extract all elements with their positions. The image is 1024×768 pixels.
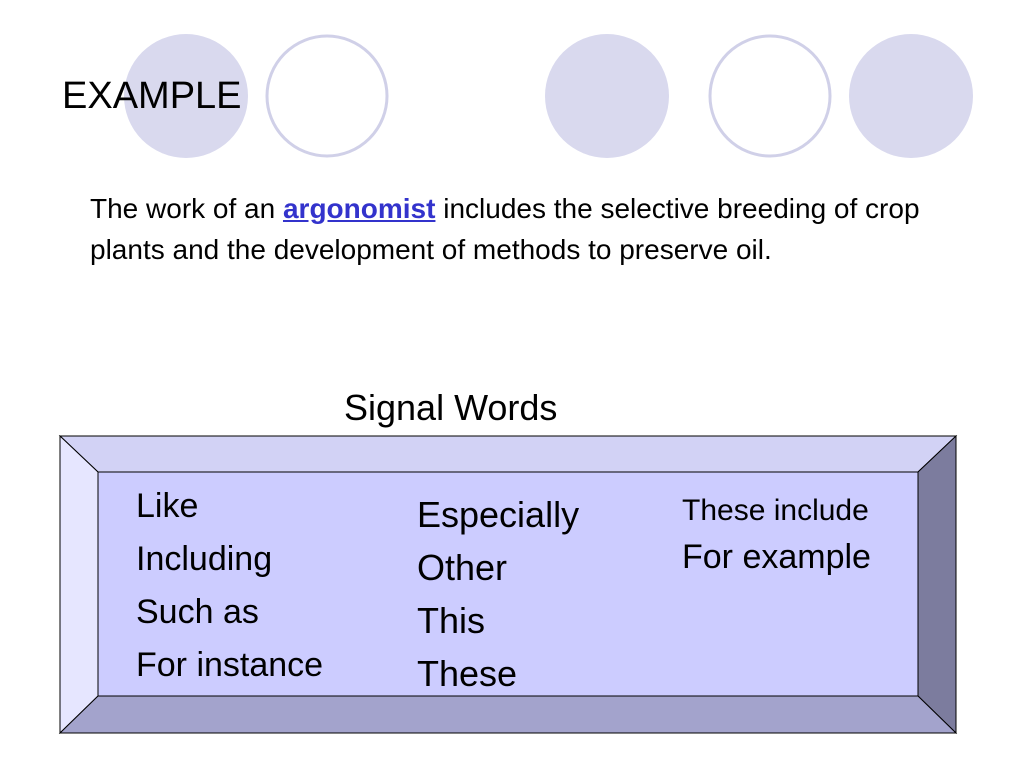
signal-word: These	[417, 653, 518, 694]
frame-left-bevel	[60, 436, 98, 733]
slide-title: EXAMPLE	[62, 75, 242, 117]
paragraph-text-after: includes the selective breeding of crop plants and the development of methods to preserve oil.	[90, 193, 920, 265]
signal-word: For instance	[136, 646, 324, 684]
signal-words-column-1	[136, 480, 323, 692]
signal-word: Especially	[417, 494, 580, 535]
highlighted-term: argonomist	[282, 193, 436, 224]
signal-word: Like	[136, 487, 199, 525]
frame-top-bevel	[60, 436, 956, 472]
signal-word: Such as	[136, 593, 259, 631]
signal-word: This	[417, 600, 486, 641]
signal-words-column-2	[417, 488, 579, 700]
signal-word: Including	[136, 540, 273, 578]
frame-right-bevel	[918, 436, 956, 733]
signal-word: These include	[682, 494, 869, 527]
signal-words-heading: Signal Words	[344, 387, 558, 428]
paragraph-text-before: The work of an	[90, 193, 283, 224]
signal-words-column-3	[682, 490, 871, 582]
signal-word: For example	[682, 538, 871, 576]
signal-word: Other	[417, 547, 508, 588]
frame-bottom-bevel	[60, 696, 956, 733]
